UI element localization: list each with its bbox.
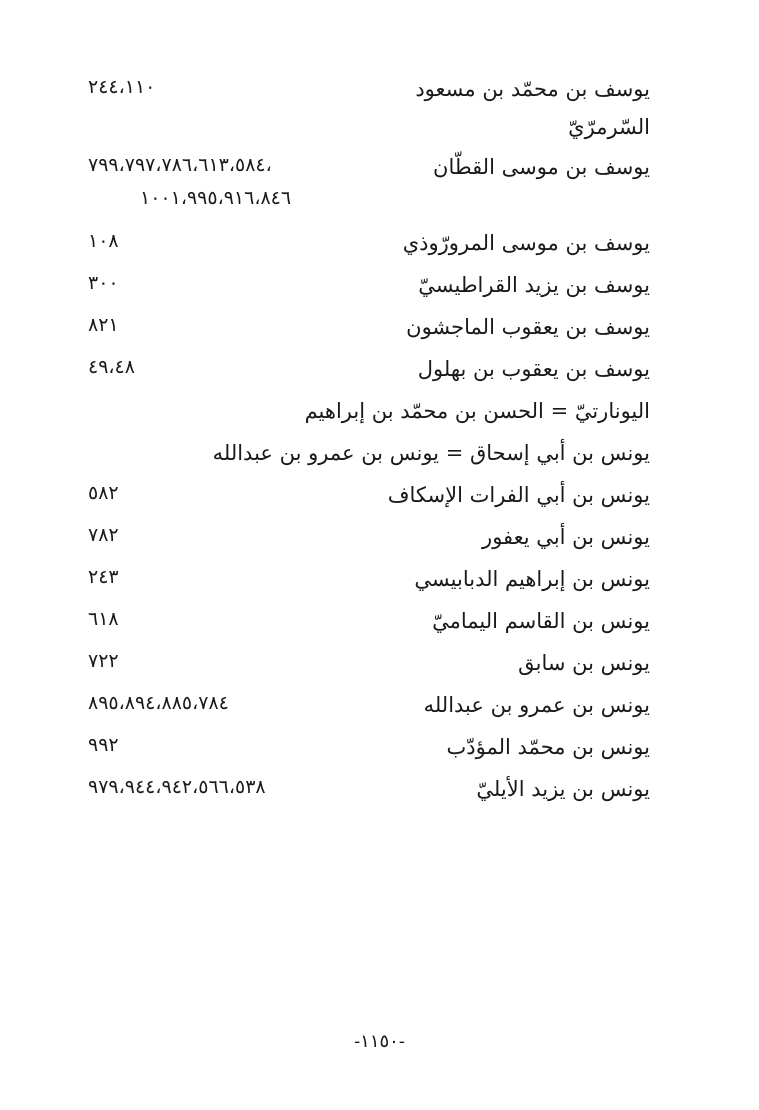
index-entry xyxy=(80,268,650,308)
index-entry xyxy=(80,394,650,434)
index-entry xyxy=(80,310,650,350)
entry-name: يونس بن سابق xyxy=(518,651,650,675)
entry-page-refs: ٩٧٩،٩٤٤،٩٤٢،٥٦٦،٥٣٨ xyxy=(88,776,266,798)
entry-name: اليونارتيّ = الحسن بن محمّد بن إبراهيم xyxy=(304,399,650,423)
entry-name: يوسف بن موسى المرورّوذي xyxy=(402,231,650,255)
entry-name: يوسف بن محمّد بن مسعود xyxy=(415,77,650,101)
entry-name: يونس بن القاسم اليماميّ xyxy=(432,609,650,633)
entry-page-refs: ٤٩،٤٨ xyxy=(88,356,135,378)
entry-page-refs: ٥٨٢ xyxy=(88,482,119,504)
entry-name: يونس بن أبي إسحاق = يونس بن عمرو بن عبدالله xyxy=(212,441,650,465)
index-entry xyxy=(80,646,650,686)
entry-name: يونس بن يزيد الأيليّ xyxy=(476,777,650,801)
entry-name: يونس بن أبي يعفور xyxy=(482,525,650,549)
index-entry xyxy=(80,730,650,770)
index-entry xyxy=(80,520,650,560)
index-entry xyxy=(80,478,650,518)
entry-name: يوسف بن يزيد القراطيسيّ xyxy=(418,273,650,297)
entry-page-refs: ٣٠٠ xyxy=(88,272,119,294)
entry-name: السّرمرّيّ xyxy=(568,115,650,139)
index-entry xyxy=(80,110,650,150)
index-entry xyxy=(80,604,650,644)
entry-page-refs: ٩٩٢ xyxy=(88,734,119,756)
index-entry xyxy=(80,226,650,266)
index-entry xyxy=(80,562,650,602)
entry-page-refs: ٦١٨ xyxy=(88,608,119,630)
index-entry xyxy=(80,772,650,812)
index-entry xyxy=(80,436,650,476)
entry-page-refs: ١٠٠١،٩٩٥،٩١٦،٨٤٦ xyxy=(140,187,292,209)
page-number: -١١٥٠- xyxy=(354,1031,405,1052)
index-entry-continuation xyxy=(80,183,650,223)
index-entry xyxy=(80,352,650,392)
index-entry xyxy=(80,72,650,112)
entry-name: يونس بن أبي الفرات الإسكاف xyxy=(387,483,650,507)
entry-page-refs: ٨٢١ xyxy=(88,314,119,336)
entry-page-refs: ،٧٩٩،٧٩٧،٧٨٦،٦١٣،٥٨٤ xyxy=(88,154,272,176)
entry-page-refs: ١٠٨ xyxy=(88,230,119,252)
entry-name: يونس بن محمّد المؤدّب xyxy=(446,735,650,759)
entry-page-refs: ٧٢٢ xyxy=(88,650,119,672)
entry-page-refs: ٨٩٥،٨٩٤،٨٨٥،٧٨٤ xyxy=(88,692,229,714)
entry-page-refs: ٧٨٢ xyxy=(88,524,119,546)
entry-page-refs: ٢٤٤،١١٠ xyxy=(88,76,156,98)
entry-name: يوسف بن يعقوب بن بهلول xyxy=(417,357,650,381)
entry-name: يونس بن إبراهيم الدبابيسي xyxy=(414,567,650,591)
entry-name: يوسف بن يعقوب الماجشون xyxy=(406,315,650,339)
index-entry xyxy=(80,688,650,728)
entry-name: يونس بن عمرو بن عبدالله xyxy=(423,693,650,717)
entry-name: يوسف بن موسى القطّان xyxy=(433,155,650,179)
entry-page-refs: ٢٤٣ xyxy=(88,566,119,588)
